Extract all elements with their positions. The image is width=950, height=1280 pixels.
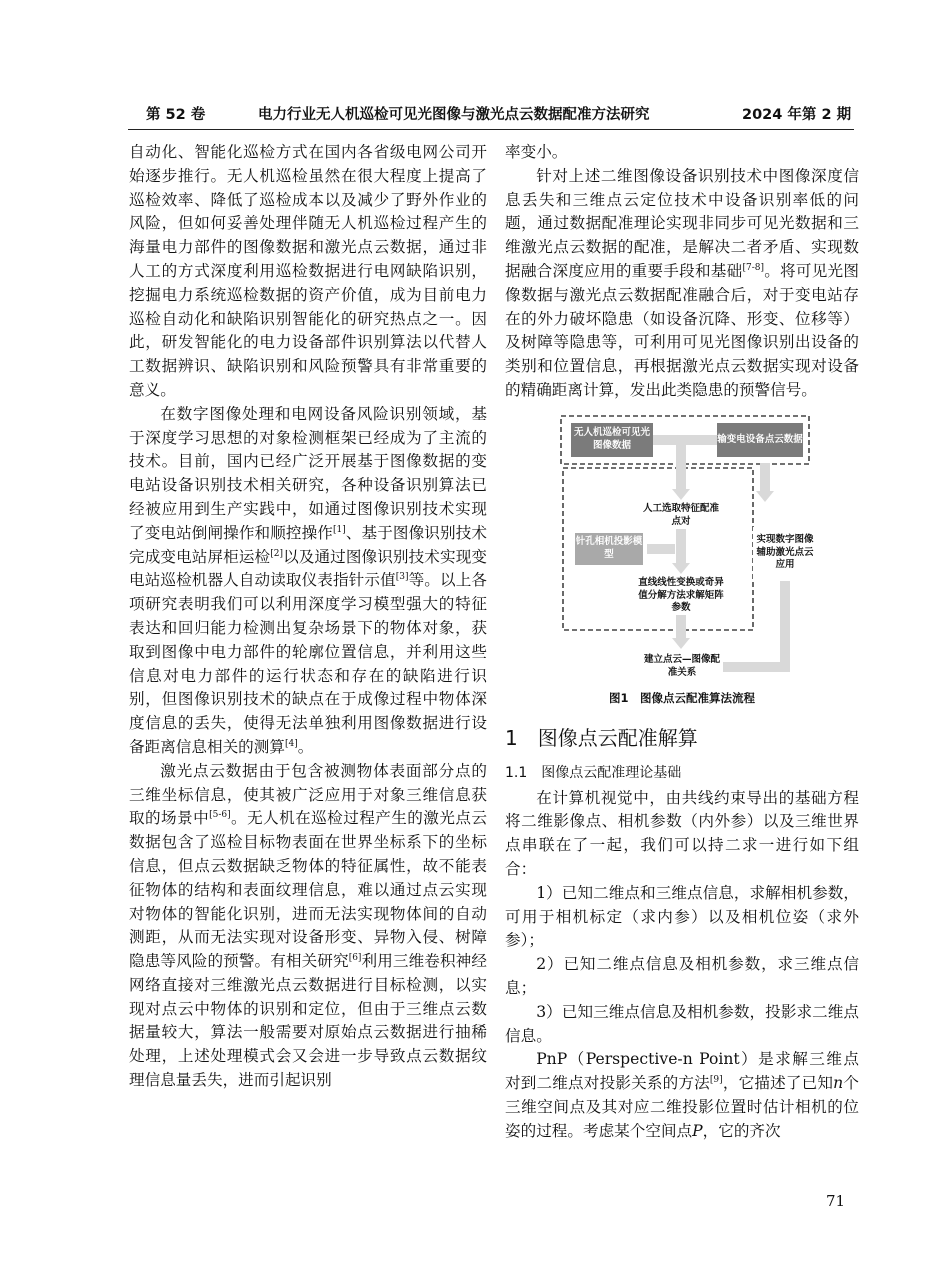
paragraph-3: 激光点云数据由于包含被测物体表面部分点的三维坐标信息，使其被广泛应用于对象三维信息获取的场景中[5-6]。无人机在巡检过程产生的激光点云数据包含了巡检目标物表面在世界坐标系下的坐标信息，但点云数据缺乏物体的特征属性，故不能表征物体的结构和表面纹理信息，难以通过点云实现对物体的智能化识别，进而无法实现物体间的自动测距，从而无法实现对设备形变、异物入侵、树障隐患等风险的预警。有相关研究[6]利用三维卷积神经网络直接对三维激光点云数据进行目标检测，以实现对点云中物体的识别和定位，但由于三维点云数据量较大，算法一般需要对原始点云数据进行抽稀处理，上述处理模式会又会进一步导致点云数据纹理信息量丢失，进而引起识别: [129, 761, 487, 1090]
paragraph-continued: 率变小。: [505, 143, 568, 161]
paragraph-2: 在数字图像处理和电网设备风险识别领域，基于深度学习思想的对象检测框架已经成为了主流的技术。目前，国内已经广泛开展基于图像数据的变电站设备识别技术相关研究，各种设备识别算法已经被应用到生产实践中，如通过图像识别技术实现了变电站倒闸操作和顺控操作[1]、基于图像识别技术完成变电站屏柜运检[2]以及通过图像识别技术实现变电站巡检机器人自动读取仪表指针示值[3]等。以上各项研究表明我们可以利用深度学习模型强大的特征表达和回归能力检测出复杂场景下的物体对象，获取到图像中电力部件的轮廓位置信息，并利用这些信息对电力部件的运行状态和存在的缺陷进行识别，但图像识别技术的缺点在于成像过程中物体深度信息的丢失，使得无法单独利用图像数据进行设备距离信息相关的测算[4]。: [129, 404, 487, 756]
issue-label: 2024 年第 2 期: [742, 107, 852, 123]
citation: [9]: [709, 1074, 723, 1085]
section-heading-1-1: 1.1 图像点云配准理论基础: [505, 764, 682, 781]
list-item-1: 1）已知二维点和三维点信息，求解相机参数，可用于相机标定（求内参）以及相机位姿（求外参）；: [505, 883, 859, 950]
page-number: 71: [826, 1192, 846, 1210]
node-uav-image-data: 无人机巡检可见光图像数据: [571, 423, 653, 457]
paragraph-problem: 针对上述二维图像设备识别技术中图像深度信息丢失和三维点云定位技术中设备识别率低的问题，通过数据配准理论实现非同步可见光数据和三维激光点云数据的配准，是解决二者矛盾、实现数据融合深度应用的重要手段和基础[7-8]。将可见光图像数据与激光点云数据配准融合后，对于变电站存在的外力破坏隐患（如设备沉降、形变、位移等）及树障等隐患等，可利用可见光图像识别出设备的类别和位置信息，再根据激光点云数据实现对设备的精确距离计算，发出此类隐患的预警信号。: [505, 166, 859, 399]
volume-label: 第 52 卷: [146, 107, 206, 123]
citation: [7-8]: [742, 262, 764, 273]
paragraph-theory: 在计算机视觉中，由共线约束导出的基础方程将二维影像点、相机参数（内外参）以及三维世界点串联在了一起，我们可以持二求一进行如下组合：: [505, 788, 859, 878]
right-column: [505, 141, 859, 1144]
citation: [5-6]: [209, 810, 231, 821]
list-item-3: 3）已知三维点信息及相机参数，投影求二维点信息。: [505, 1002, 859, 1045]
flowchart-figure: [507, 413, 857, 683]
node-pinhole-model: 针孔相机投影模型: [575, 533, 643, 565]
node-manual-feature-pairs: 人工选取特征配准点对: [643, 503, 720, 527]
citation: [1]: [333, 524, 346, 535]
figure-caption: 图1 图像点云配准算法流程: [608, 690, 755, 705]
left-column: [129, 141, 487, 1093]
section-heading-1: 1 图像点云配准解算: [505, 725, 698, 750]
node-solve-matrix: 直线线性变换或奇异值分解方法求解矩阵参数: [638, 577, 724, 614]
citation: [2]: [270, 548, 283, 559]
paragraph-1: 自动化、智能化巡检方式在国内各省级电网公司开始逐步推行。无人机巡检虽然在很大程度上提高了巡检效率、降低了巡检成本以及减少了野外作业的风险，但如何妥善处理伴随无人机巡检过程产生的海量电力部件的图像数据和激光点云数据，通过非人工的方式深度利用巡检数据进行电网缺陷识别，挖掘电力系统巡检数据的资产价值，成为目前电力巡检自动化和缺陷识别智能化的研究热点之一。因此，研发智能化的电力设备部件识别算法以代替人工数据辨识、缺陷识别和风险预警具有非常重要的意义。: [129, 143, 487, 399]
list-item-2: 2）已知二维点信息及相机参数，求三维点信息；: [505, 955, 859, 997]
paragraph-pnp: PnP（Perspective-n Point）是求解三维点对到二维点对投影关系的方法[9]，它描述了已知n个三维空间点及其对应二维投影位置时估计相机的位姿的过程。考虑某个空间点P，它的齐次: [505, 1050, 859, 1140]
node-pointcloud-data: 输变电设备点云数据: [717, 423, 803, 457]
header-rule: [128, 129, 854, 130]
citation: [3]: [395, 572, 409, 583]
journal-title: 电力行业无人机巡检可见光图像与激光点云数据配准方法研究: [258, 107, 650, 123]
citation: [6]: [348, 952, 362, 963]
citation: [4]: [284, 738, 298, 749]
node-registration-relation: 建立点云—图像配准关系: [641, 653, 723, 681]
running-header: [130, 103, 852, 127]
node-apply-point-cloud: 实现数字图像辅助激光点云应用: [753, 527, 817, 579]
